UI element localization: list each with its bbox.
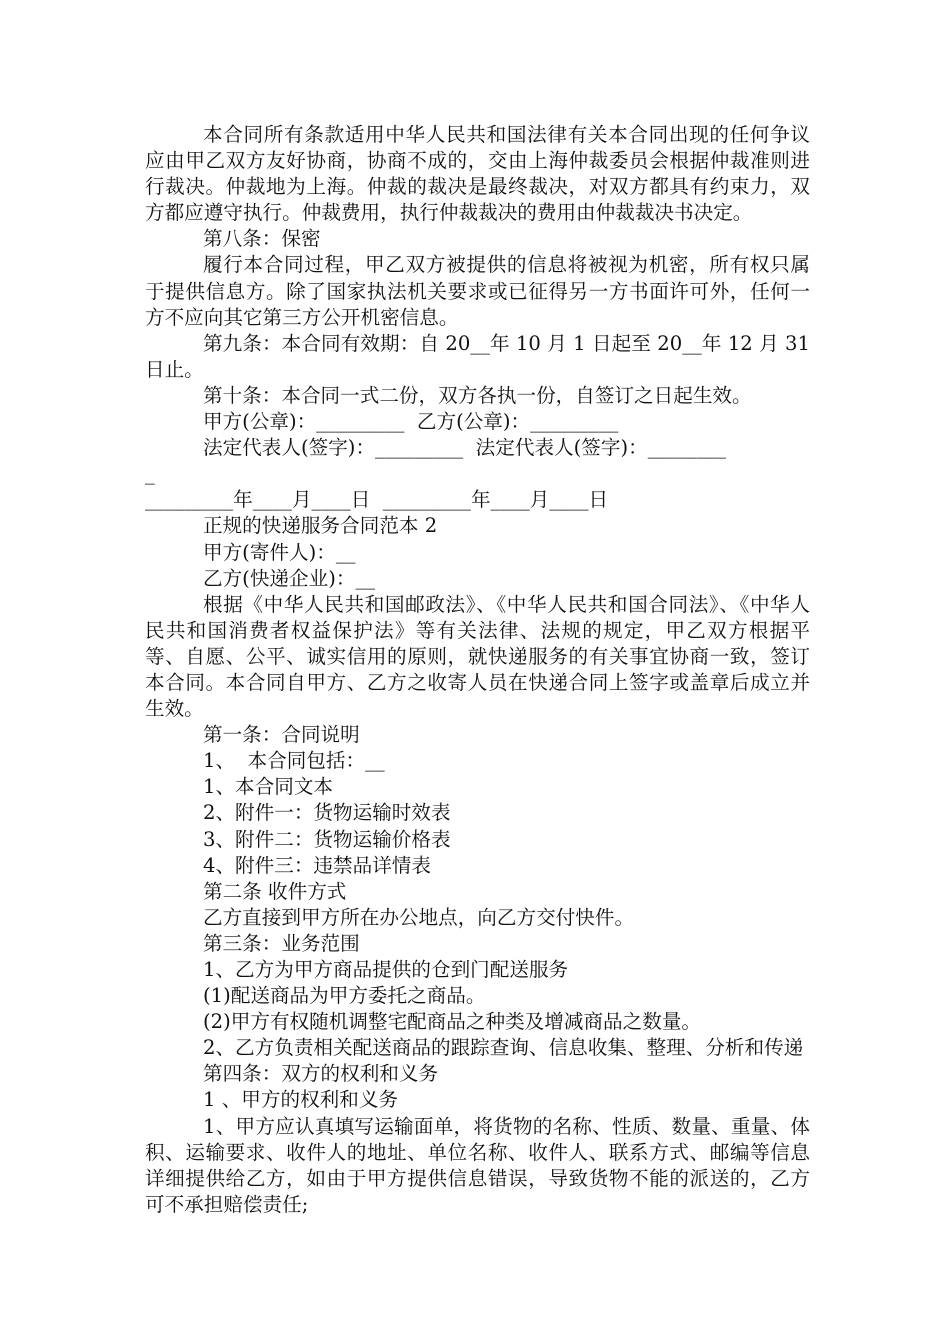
list-item: 4、附件三：违禁品详情表	[203, 853, 431, 877]
article-1-item: 1、 本合同包括：__	[203, 749, 385, 773]
party-b-line: 乙方(快递企业)：__	[203, 566, 376, 590]
article-3-sub-2: (2)甲方有权随机调整宅配商品之种类及增减商品之数量。	[203, 1010, 702, 1034]
article-3-title: 第三条：业务范围	[203, 931, 360, 955]
legal-basis-paragraph: 根据《中华人民共和国邮政法》、《中华人民共和国合同法》、《中华人民共和国消费者权益保护法》等有关法律、法规的规定，甲乙双方根据平等、自愿、公平、诚实信用的原则，就快递服务的有关事宜协商一致，签订本合同。本合同自甲方、乙方之收寄人员在快递合同上签字或盖章后成立并生效。	[145, 592, 810, 721]
list-item: 3、附件二：货物运输价格表	[203, 827, 451, 851]
article-3-sub-1: (1)配送商品为甲方委托之商品。	[203, 984, 486, 1008]
seal-line: 甲方(公章)：_________ 乙方(公章)：_________	[203, 410, 619, 434]
article-10-text: 第十条：本合同一式二份，双方各执一份，自签订之日起生效。	[203, 383, 752, 407]
party-a-obligation-paragraph: 1、甲方应认真填写运输面单，将货物的名称、性质、数量、重量、体积、运输要求、收件人的地址、单位名称、收件人、联系方式、邮编等信息详细提供给乙方，如由于甲方提供信息错误，导致货物不能的派送的，乙方可不承担赔偿责任;	[145, 1114, 810, 1216]
contract-title-2: 正规的快递服务合同范本 2	[203, 514, 438, 538]
list-item: 1、本合同文本	[203, 775, 334, 799]
article-1-title: 第一条：合同说明	[203, 723, 360, 747]
representative-line-wrap: _	[145, 462, 155, 486]
arbitration-paragraph: 本合同所有条款适用中华人民共和国法律有关本合同出现的任何争议应由甲乙双方友好协商，协商不成的，交由上海仲裁委员会根据仲裁准则进行裁决。仲裁地为上海。仲裁的裁决是最终裁决，对双方都具有约束力，双方都应遵守执行。仲裁费用，执行仲裁裁决的费用由仲裁裁决书决定。	[145, 123, 810, 225]
confidentiality-paragraph: 履行本合同过程，甲乙双方被提供的信息将被视为机密，所有权只属于提供信息方。除了国家执法机关要求或已征得另一方书面许可外，任何一方不应向其它第三方公开机密信息。	[145, 253, 810, 329]
document-body	[145, 122, 810, 1218]
article-8-title: 第八条：保密	[203, 227, 321, 251]
representative-line: 法定代表人(签字)：_________ 法定代表人(签字)：________	[203, 436, 727, 460]
article-2-text: 乙方直接到甲方所在办公地点，向乙方交付快件。	[203, 905, 635, 929]
list-item: 2、附件一：货物运输时效表	[203, 801, 451, 825]
article-3-item-2: 2、乙方负责相关配送商品的跟踪查询、信息收集、整理、分析和传递	[203, 1036, 804, 1060]
date-line: _________年____月____日 _________年____月____日	[145, 488, 609, 512]
article-2-title: 第二条 收件方式	[203, 879, 347, 903]
article-4-subtitle: 1 、甲方的权利和义务	[203, 1088, 399, 1112]
validity-paragraph: 第九条：本合同有效期：自 20__年 10 月 1 日起至 20__年 12 月 31 日止。	[145, 331, 810, 381]
article-3-item-1: 1、乙方为甲方商品提供的仓到门配送服务	[203, 958, 569, 981]
party-a-line: 甲方(寄件人)：__	[203, 540, 356, 564]
article-4-title: 第四条：双方的权利和义务	[203, 1062, 439, 1086]
